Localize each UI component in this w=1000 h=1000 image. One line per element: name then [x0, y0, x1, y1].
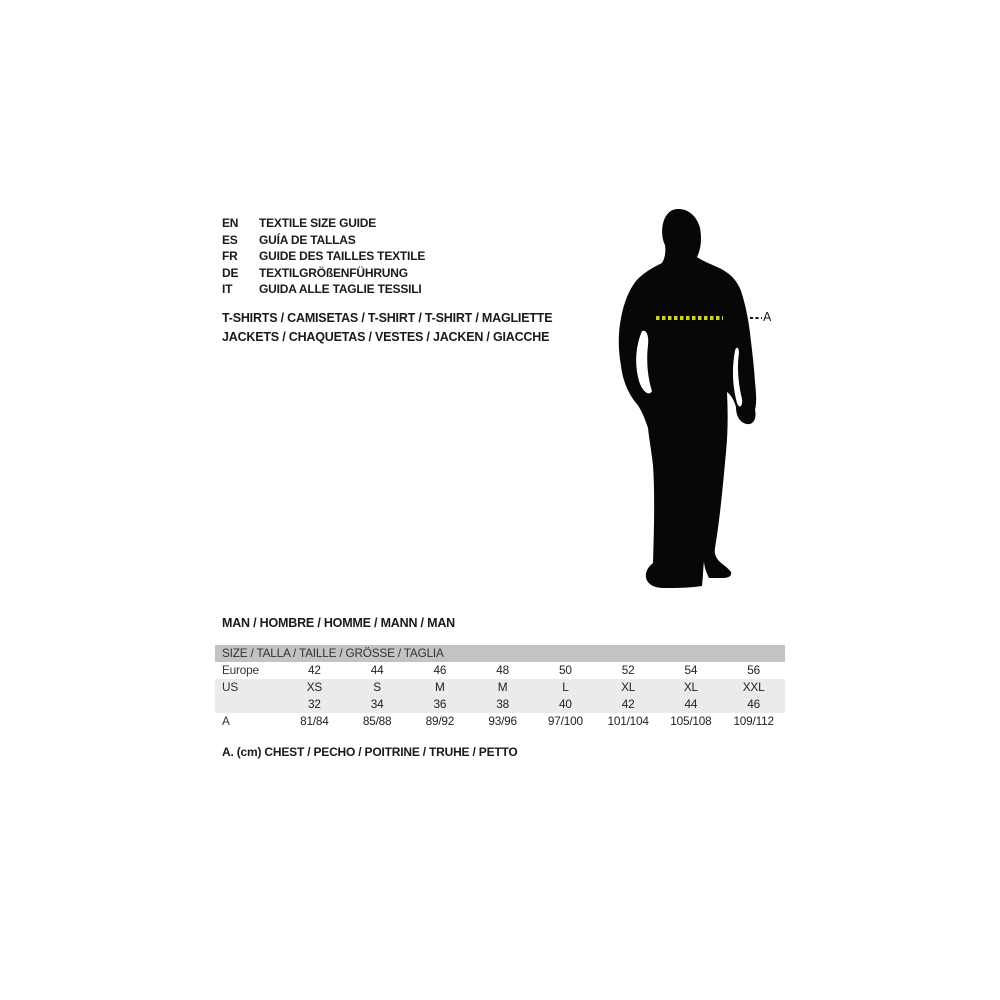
lang-label: TEXTILGRÖßENFÜHRUNG — [259, 265, 408, 280]
size-value: XXL — [742, 680, 765, 694]
size-table — [215, 645, 785, 730]
lang-label: TEXTILE SIZE GUIDE — [259, 216, 377, 230]
size-value: 32 — [308, 697, 321, 711]
size-value: 42 — [621, 697, 635, 711]
size-value: 105/108 — [670, 714, 712, 728]
size-value: 42 — [308, 663, 321, 677]
size-value: 50 — [559, 663, 572, 677]
size-value: 44 — [370, 663, 384, 677]
measure-label-a: A — [763, 310, 772, 324]
lang-code: ES — [222, 232, 238, 247]
lang-code: FR — [222, 249, 238, 263]
size-value: 52 — [621, 663, 635, 677]
size-value: 34 — [370, 697, 384, 711]
size-value: 44 — [684, 697, 698, 711]
size-value: L — [562, 680, 569, 694]
row-label: Europe — [222, 663, 259, 677]
category-line-jackets: JACKETS / CHAQUETAS / VESTES / JACKEN / GIACCHE — [222, 330, 550, 344]
lang-code: DE — [222, 265, 239, 280]
size-value: 46 — [747, 697, 760, 711]
size-value: 46 — [433, 663, 447, 677]
section-title-man: MAN / HOMBRE / HOMME / MANN / MAN — [222, 616, 455, 630]
size-value: 40 — [559, 697, 572, 711]
table-row-europe — [215, 662, 785, 679]
lang-code: EN — [222, 216, 239, 230]
row-label — [215, 696, 283, 713]
size-value: 81/84 — [300, 714, 329, 728]
size-value: 56 — [747, 663, 760, 677]
category-line-tshirts: T-SHIRTS / CAMISETAS / T-SHIRT / T-SHIRT / MAGLIETTE — [222, 311, 553, 325]
size-value: M — [435, 680, 445, 694]
size-value: 97/100 — [547, 714, 583, 728]
size-value: 54 — [684, 663, 698, 677]
size-value: XL — [683, 680, 698, 694]
man-silhouette — [619, 209, 756, 588]
size-value: S — [373, 680, 381, 694]
size-value: 36 — [433, 697, 447, 711]
lang-label: GUIDA ALLE TAGLIE TESSILI — [259, 282, 422, 296]
table-row-numeric — [215, 696, 785, 713]
table-row-chest-cm — [215, 713, 785, 730]
size-value: 85/88 — [362, 714, 392, 728]
size-value: XS — [306, 680, 323, 694]
lang-label: GUÍA DE TALLAS — [259, 232, 356, 247]
table-row-us — [215, 679, 785, 696]
size-value: XL — [621, 680, 636, 694]
row-label: A — [222, 714, 230, 728]
size-table-header: SIZE / TALLA / TAILLE / GRÖSSE / TAGLIA — [215, 645, 785, 662]
size-value: 48 — [496, 663, 509, 677]
size-value: 93/96 — [488, 714, 517, 728]
size-value: M — [497, 680, 508, 694]
size-value: 89/92 — [425, 714, 455, 728]
size-value: 109/112 — [733, 714, 774, 728]
size-value: 101/104 — [607, 714, 649, 728]
measurement-footnote: A. (cm) CHEST / PECHO / POITRINE / TRUHE / PETTO — [222, 745, 518, 759]
row-label: US — [222, 680, 238, 694]
lang-label: GUIDE DES TAILLES TEXTILE — [259, 249, 426, 263]
size-value: 38 — [496, 697, 509, 711]
lang-code: IT — [222, 282, 233, 296]
